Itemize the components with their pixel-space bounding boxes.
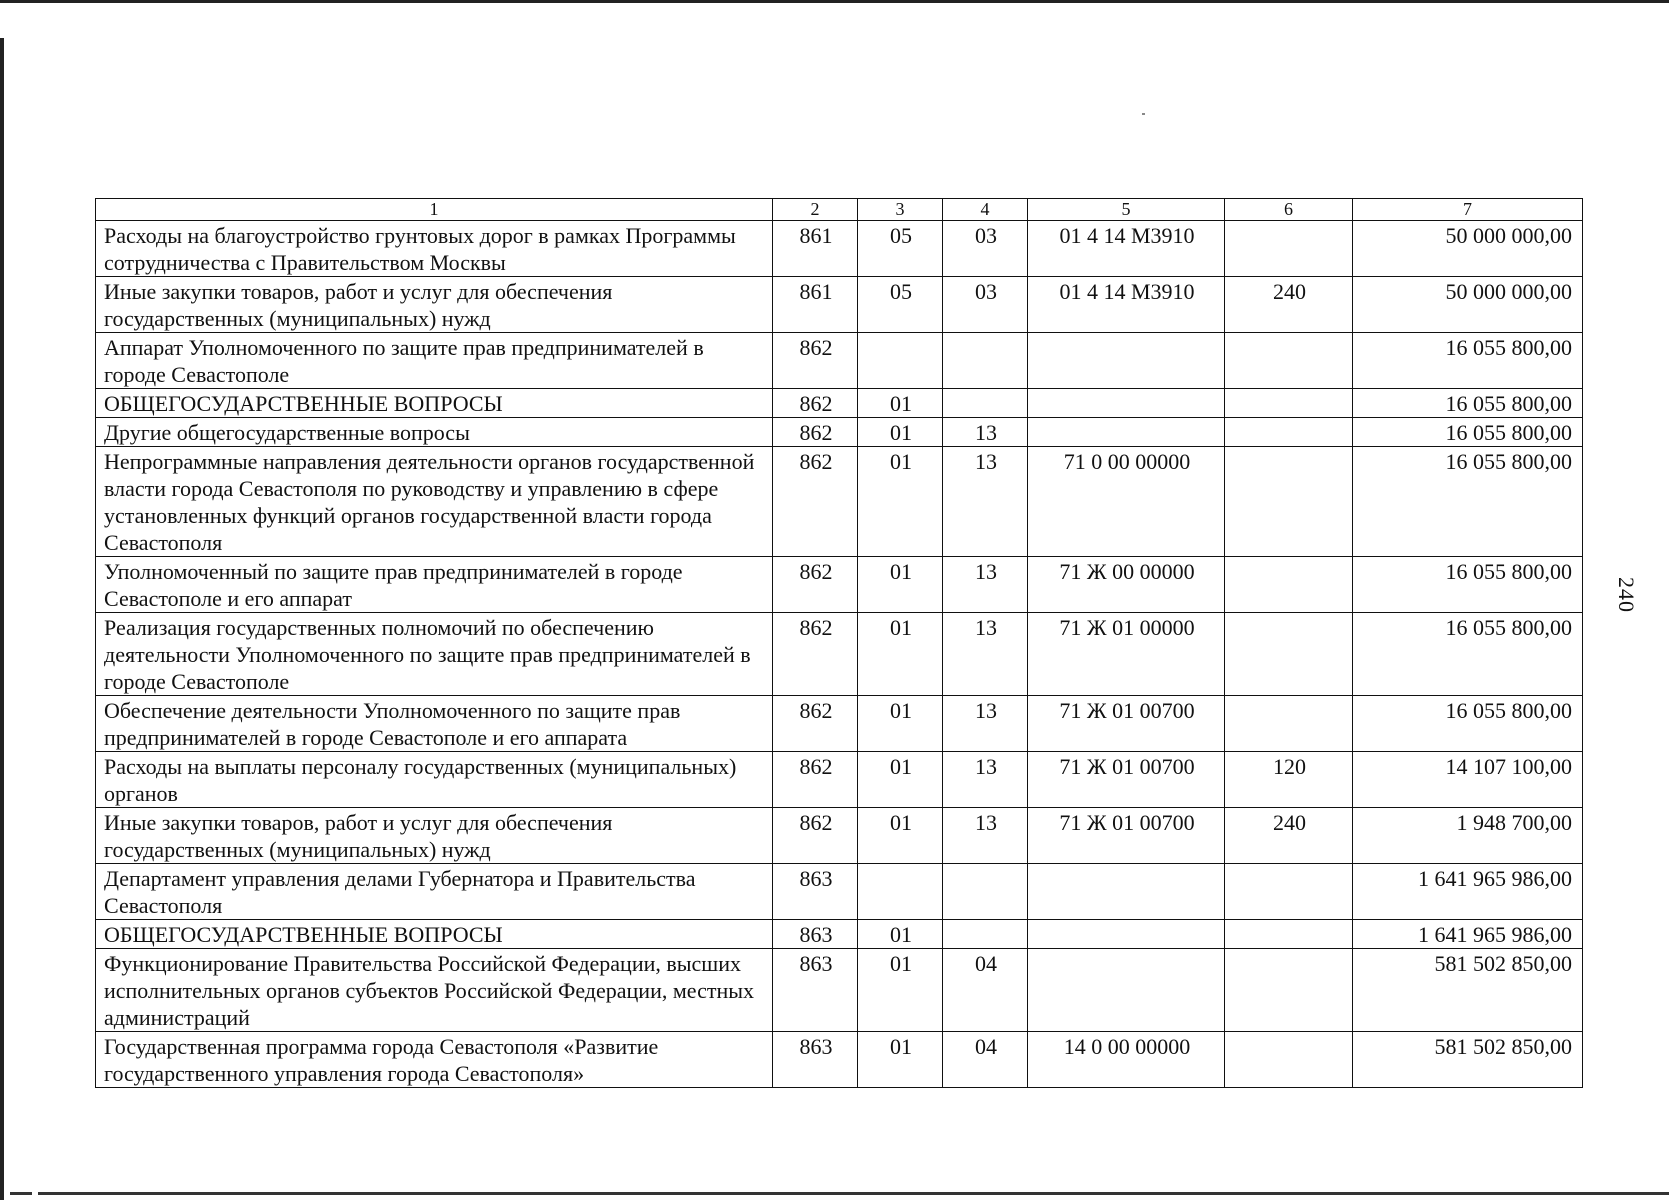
row-amount-cell: 581 502 850,00	[1353, 949, 1583, 1032]
row-expense-type-cell: 240	[1225, 808, 1353, 864]
row-section-cell: 01	[858, 808, 943, 864]
row-section-cell	[858, 864, 943, 920]
row-expense-type-cell	[1225, 447, 1353, 557]
row-code-cell: 862	[773, 808, 858, 864]
table-row	[96, 920, 1583, 949]
row-section-cell: 05	[858, 277, 943, 333]
row-code-cell: 863	[773, 1032, 858, 1088]
table-row	[96, 752, 1583, 808]
row-target-article-cell: 71 Ж 01 00000	[1028, 613, 1225, 696]
table-row	[96, 696, 1583, 752]
row-amount-cell: 1 641 965 986,00	[1353, 864, 1583, 920]
column-header: 1	[96, 199, 773, 221]
table-row	[96, 277, 1583, 333]
row-code-cell: 862	[773, 389, 858, 418]
row-subsection-cell: 04	[943, 1032, 1028, 1088]
row-name-cell: Аппарат Уполномоченного по защите прав предпринимателей в городе Севастополе	[96, 333, 773, 389]
row-expense-type-cell	[1225, 696, 1353, 752]
row-target-article-cell	[1028, 389, 1225, 418]
row-code-cell: 862	[773, 333, 858, 389]
row-amount-cell: 14 107 100,00	[1353, 752, 1583, 808]
table-row	[96, 333, 1583, 389]
row-subsection-cell: 04	[943, 949, 1028, 1032]
row-name-cell: Департамент управления делами Губернатора и Правительства Севастополя	[96, 864, 773, 920]
row-expense-type-cell	[1225, 613, 1353, 696]
row-subsection-cell	[943, 389, 1028, 418]
row-subsection-cell: 13	[943, 557, 1028, 613]
row-target-article-cell: 71 Ж 01 00700	[1028, 752, 1225, 808]
table-row	[96, 613, 1583, 696]
row-amount-cell: 16 055 800,00	[1353, 696, 1583, 752]
column-header: 2	[773, 199, 858, 221]
row-expense-type-cell	[1225, 333, 1353, 389]
row-name-cell: ОБЩЕГОСУДАРСТВЕННЫЕ ВОПРОСЫ	[96, 389, 773, 418]
budget-table	[95, 198, 1583, 1088]
row-target-article-cell: 71 Ж 00 00000	[1028, 557, 1225, 613]
row-name-cell: Иные закупки товаров, работ и услуг для обеспечения государственных (муниципальных) нужд	[96, 277, 773, 333]
scan-border-left	[0, 38, 4, 1200]
table-row	[96, 557, 1583, 613]
row-subsection-cell: 13	[943, 418, 1028, 447]
row-target-article-cell	[1028, 864, 1225, 920]
table-header-row	[96, 199, 1583, 221]
table-row	[96, 221, 1583, 277]
row-subsection-cell	[943, 333, 1028, 389]
row-amount-cell: 581 502 850,00	[1353, 1032, 1583, 1088]
row-subsection-cell: 03	[943, 277, 1028, 333]
scan-border-bottom	[38, 1192, 1669, 1195]
row-code-cell: 862	[773, 613, 858, 696]
row-name-cell: Другие общегосударственные вопросы	[96, 418, 773, 447]
row-name-cell: Расходы на выплаты персоналу государственных (муниципальных) органов	[96, 752, 773, 808]
row-name-cell: Обеспечение деятельности Уполномоченного по защите прав предпринимателей в городе Севастополе и его аппарата	[96, 696, 773, 752]
column-header: 5	[1028, 199, 1225, 221]
column-header: 4	[943, 199, 1028, 221]
row-section-cell: 01	[858, 920, 943, 949]
row-code-cell: 863	[773, 864, 858, 920]
table-row	[96, 447, 1583, 557]
row-amount-cell: 16 055 800,00	[1353, 613, 1583, 696]
row-name-cell: Непрограммные направления деятельности органов государственной власти города Севастополя по руководству и управлению в сфере установленных функций органов государственной власти города Севастополя	[96, 447, 773, 557]
scan-speck	[1142, 113, 1145, 115]
row-name-cell: ОБЩЕГОСУДАРСТВЕННЫЕ ВОПРОСЫ	[96, 920, 773, 949]
row-code-cell: 862	[773, 447, 858, 557]
row-target-article-cell: 01 4 14 M3910	[1028, 221, 1225, 277]
row-code-cell: 863	[773, 949, 858, 1032]
row-expense-type-cell	[1225, 221, 1353, 277]
row-code-cell: 862	[773, 557, 858, 613]
row-expense-type-cell	[1225, 864, 1353, 920]
row-subsection-cell: 13	[943, 613, 1028, 696]
row-target-article-cell	[1028, 418, 1225, 447]
row-amount-cell: 16 055 800,00	[1353, 557, 1583, 613]
table-row	[96, 389, 1583, 418]
row-subsection-cell: 13	[943, 447, 1028, 557]
table-row	[96, 949, 1583, 1032]
row-section-cell: 01	[858, 447, 943, 557]
table-row	[96, 418, 1583, 447]
row-amount-cell: 16 055 800,00	[1353, 333, 1583, 389]
row-name-cell: Реализация государственных полномочий по обеспечению деятельности Уполномоченного по защите прав предпринимателей в городе Севастополе	[96, 613, 773, 696]
row-amount-cell: 1 948 700,00	[1353, 808, 1583, 864]
row-amount-cell: 50 000 000,00	[1353, 277, 1583, 333]
row-name-cell: Иные закупки товаров, работ и услуг для обеспечения государственных (муниципальных) нужд	[96, 808, 773, 864]
row-amount-cell: 50 000 000,00	[1353, 221, 1583, 277]
row-target-article-cell	[1028, 920, 1225, 949]
row-expense-type-cell: 120	[1225, 752, 1353, 808]
row-code-cell: 861	[773, 221, 858, 277]
row-code-cell: 863	[773, 920, 858, 949]
row-subsection-cell	[943, 864, 1028, 920]
column-header: 3	[858, 199, 943, 221]
row-section-cell: 01	[858, 696, 943, 752]
row-target-article-cell: 71 0 00 00000	[1028, 447, 1225, 557]
row-code-cell: 862	[773, 418, 858, 447]
row-amount-cell: 16 055 800,00	[1353, 447, 1583, 557]
row-section-cell: 01	[858, 613, 943, 696]
row-section-cell: 01	[858, 752, 943, 808]
table-row	[96, 808, 1583, 864]
row-name-cell: Уполномоченный по защите прав предпринимателей в городе Севастополе и его аппарат	[96, 557, 773, 613]
row-expense-type-cell	[1225, 1032, 1353, 1088]
row-expense-type-cell: 240	[1225, 277, 1353, 333]
row-expense-type-cell	[1225, 557, 1353, 613]
row-code-cell: 862	[773, 696, 858, 752]
row-subsection-cell: 13	[943, 696, 1028, 752]
row-subsection-cell: 13	[943, 808, 1028, 864]
row-amount-cell: 16 055 800,00	[1353, 389, 1583, 418]
row-target-article-cell: 01 4 14 M3910	[1028, 277, 1225, 333]
row-section-cell: 05	[858, 221, 943, 277]
row-section-cell: 01	[858, 949, 943, 1032]
table-row	[96, 1032, 1583, 1088]
row-amount-cell: 1 641 965 986,00	[1353, 920, 1583, 949]
row-code-cell: 862	[773, 752, 858, 808]
row-section-cell: 01	[858, 418, 943, 447]
row-target-article-cell	[1028, 949, 1225, 1032]
scan-border-top	[0, 0, 1669, 3]
column-header: 7	[1353, 199, 1583, 221]
row-section-cell: 01	[858, 1032, 943, 1088]
page-number: 240	[1614, 577, 1639, 613]
row-target-article-cell	[1028, 333, 1225, 389]
row-name-cell: Функционирование Правительства Российской Федерации, высших исполнительных органов субъектов Российской Федерации, местных администраций	[96, 949, 773, 1032]
row-expense-type-cell	[1225, 418, 1353, 447]
row-expense-type-cell	[1225, 949, 1353, 1032]
row-subsection-cell	[943, 920, 1028, 949]
column-header: 6	[1225, 199, 1353, 221]
row-section-cell: 01	[858, 389, 943, 418]
row-subsection-cell: 03	[943, 221, 1028, 277]
row-name-cell: Государственная программа города Севастополя «Развитие государственного управления города Севастополя»	[96, 1032, 773, 1088]
table-row	[96, 864, 1583, 920]
row-target-article-cell: 71 Ж 01 00700	[1028, 808, 1225, 864]
row-target-article-cell: 71 Ж 01 00700	[1028, 696, 1225, 752]
row-section-cell: 01	[858, 557, 943, 613]
row-subsection-cell: 13	[943, 752, 1028, 808]
row-section-cell	[858, 333, 943, 389]
row-code-cell: 861	[773, 277, 858, 333]
scan-border-bottom-dash	[10, 1192, 32, 1195]
row-target-article-cell: 14 0 00 00000	[1028, 1032, 1225, 1088]
row-expense-type-cell	[1225, 920, 1353, 949]
row-expense-type-cell	[1225, 389, 1353, 418]
row-amount-cell: 16 055 800,00	[1353, 418, 1583, 447]
row-name-cell: Расходы на благоустройство грунтовых дорог в рамках Программы сотрудничества с Правительством Москвы	[96, 221, 773, 277]
